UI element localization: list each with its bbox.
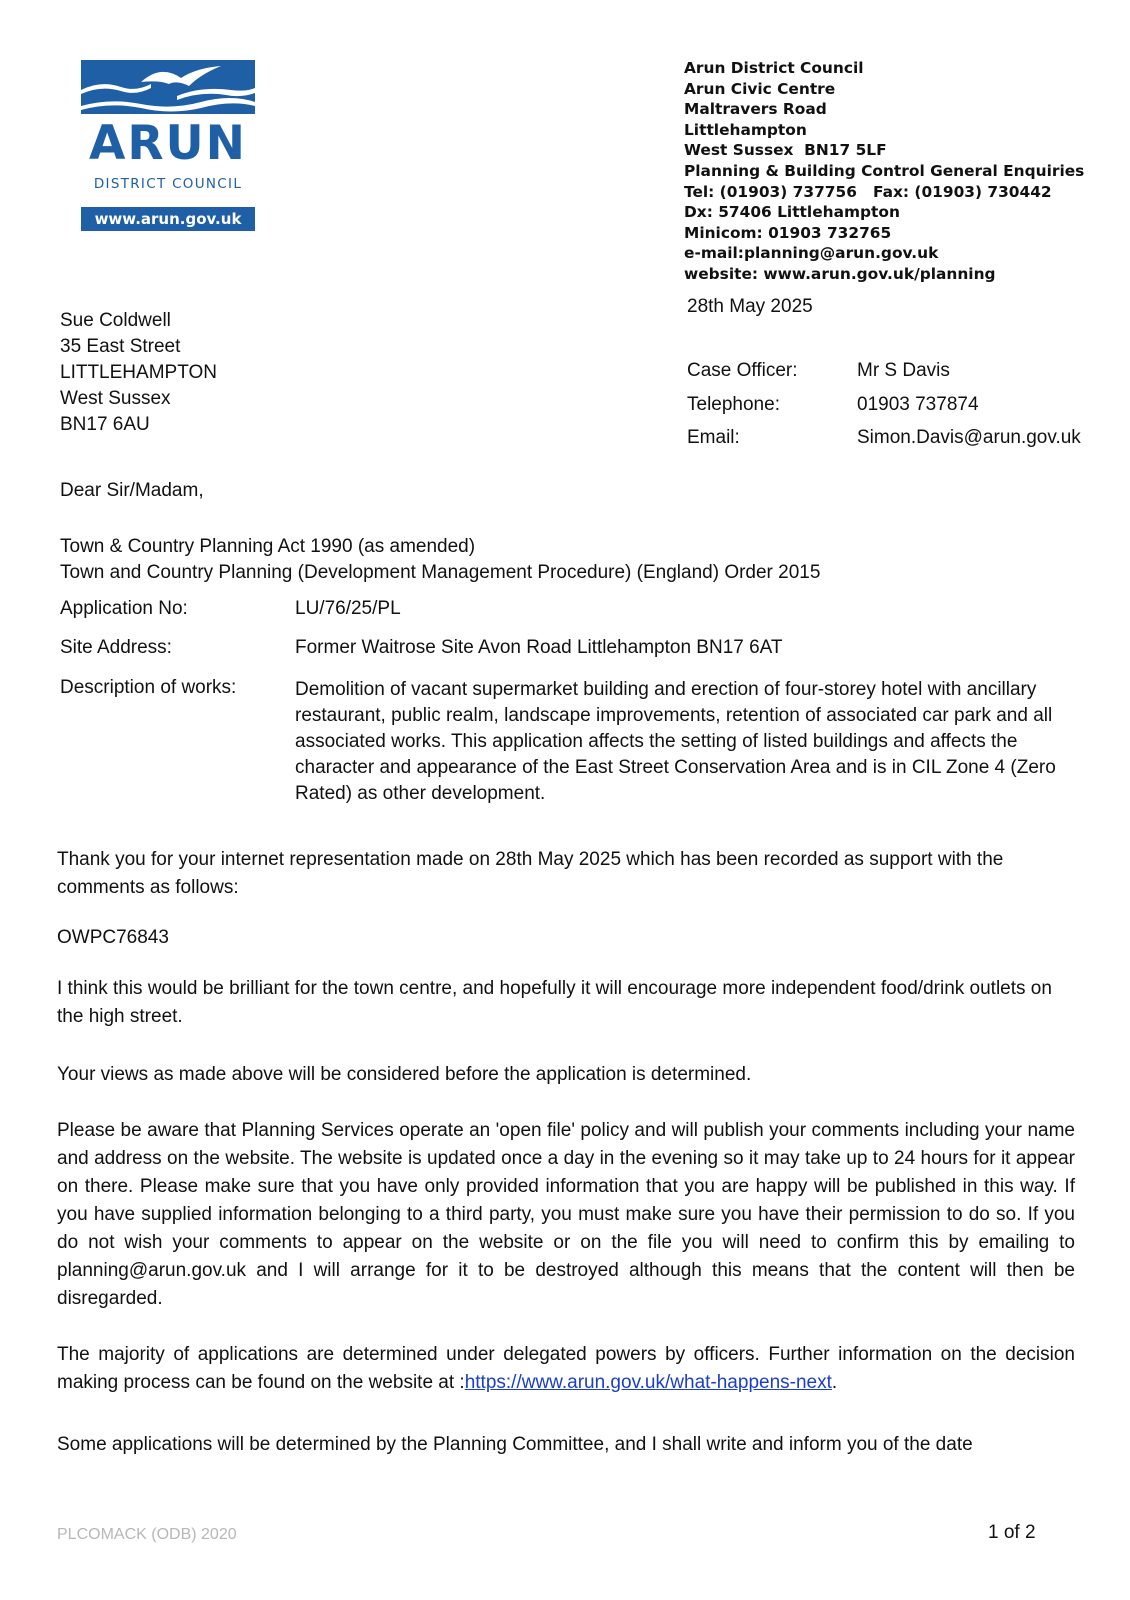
recipient-line: BN17 6AU — [60, 414, 150, 435]
legislation-heading — [60, 534, 820, 586]
council-address-line: Dx: 57406 Littlehampton — [684, 203, 900, 222]
application-no: LU/76/25/PL — [295, 598, 401, 619]
views-paragraph: Your views as made above will be considered before the application is determined. — [57, 1064, 752, 1085]
representation-reference: OWPC76843 — [57, 927, 169, 948]
delegated-powers-text: The majority of applications are determined under delegated powers by officers. Further information on the decision making process can be found on the website at : — [57, 1344, 1075, 1393]
council-address-block — [684, 58, 1084, 285]
recipient-line: LITTLEHAMPTON — [60, 362, 217, 383]
recipient-line: 35 East Street — [60, 336, 181, 357]
case-officer-label: Case Officer: — [687, 360, 798, 381]
logo-url-banner: www.arun.gov.uk — [81, 207, 255, 231]
email-label: Email: — [687, 427, 740, 448]
council-address-line: West Sussex BN17 5LF — [684, 141, 887, 160]
recipient-address — [60, 308, 217, 438]
council-address-line: website: www.arun.gov.uk/planning — [684, 264, 996, 283]
logo-wordmark: ARUN — [88, 116, 248, 171]
recipient-line: West Sussex — [60, 388, 171, 409]
page-number: 1 of 2 — [988, 1522, 1036, 1543]
committee-paragraph: Some applications will be determined by the Planning Committee, and I shall write and inform you of the date — [57, 1434, 973, 1455]
delegated-powers-end: . — [831, 1372, 838, 1393]
telephone-label: Telephone: — [687, 394, 780, 415]
case-officer-name: Mr S Davis — [857, 360, 950, 381]
salutation: Dear Sir/Madam, — [60, 480, 204, 501]
act-title: Town and Country Planning (Development Management Procedure) (England) Order 2015 — [60, 562, 821, 583]
footer-document-code: PLCOMACK (ODB) 2020 — [57, 1526, 237, 1543]
delegated-powers-paragraph — [57, 1341, 1075, 1397]
site-address-label: Site Address: — [60, 637, 172, 658]
council-address-line: Minicom: 01903 732765 — [684, 223, 892, 242]
act-title: Town & Country Planning Act 1990 (as amended) — [60, 536, 476, 557]
telephone-number: 01903 737874 — [857, 394, 979, 415]
logo-subtitle: DISTRICT COUNCIL — [93, 176, 243, 192]
council-address-line: Littlehampton — [684, 120, 807, 139]
council-address-line: Arun District Council — [684, 59, 864, 77]
thanks-paragraph: Thank you for your internet representation made on 28th May 2025 which has been recorded as support with the comments as follows: — [57, 849, 1004, 898]
council-address-line: e-mail:planning@arun.gov.uk — [684, 244, 939, 263]
application-no-label: Application No: — [60, 598, 188, 619]
what-happens-next-link[interactable]: https://www.arun.gov.uk/what-happens-next — [464, 1372, 832, 1393]
letter-date: 28th May 2025 — [687, 296, 813, 317]
officer-email: Simon.Davis@arun.gov.uk — [857, 427, 1081, 448]
description-of-works: Demolition of vacant supermarket building and erection of four-storey hotel with ancillary restaurant, public realm, landscape improvements, retention of associated car park and all associated works. This application affects the setting of listed buildings and affects the character and appearance of the East Street Conservation Area and is in CIL Zone 4 (Zero Rated) as other development. — [295, 679, 1056, 804]
site-address: Former Waitrose Site Avon Road Littlehampton BN17 6AT — [295, 637, 783, 658]
comment-paragraph: I think this would be brilliant for the town centre, and hopefully it will encourage more independent food/drink outlets on the high street. — [57, 978, 1052, 1027]
council-address-line: Planning & Building Control General Enquiries — [684, 161, 1085, 180]
council-address-line: Maltravers Road — [684, 100, 827, 119]
council-address-line: Arun Civic Centre — [684, 79, 836, 98]
recipient-line: Sue Coldwell — [60, 310, 171, 331]
open-file-paragraph: Please be aware that Planning Services operate an 'open file' policy and will publish your comments including your name and address on the website. The website is updated once a day in the evening so it may take up to 24 hours for it appear on there. Please make sure that you have only provided information that you are happy will be published in this way. If you have supplied information belonging to a third party, you must make sure you have their permission to do so. If you do not wish your comments to appear on the website or on the file you will need to confirm this by emailing to planning@arun.gov.uk and I will arrange for it to be destroyed although this means that the content will then be disregarded. — [57, 1120, 1075, 1309]
council-address-line: Tel: (01903) 737756 Fax: (01903) 730442 — [684, 182, 1052, 201]
description-label: Description of works: — [60, 677, 237, 698]
